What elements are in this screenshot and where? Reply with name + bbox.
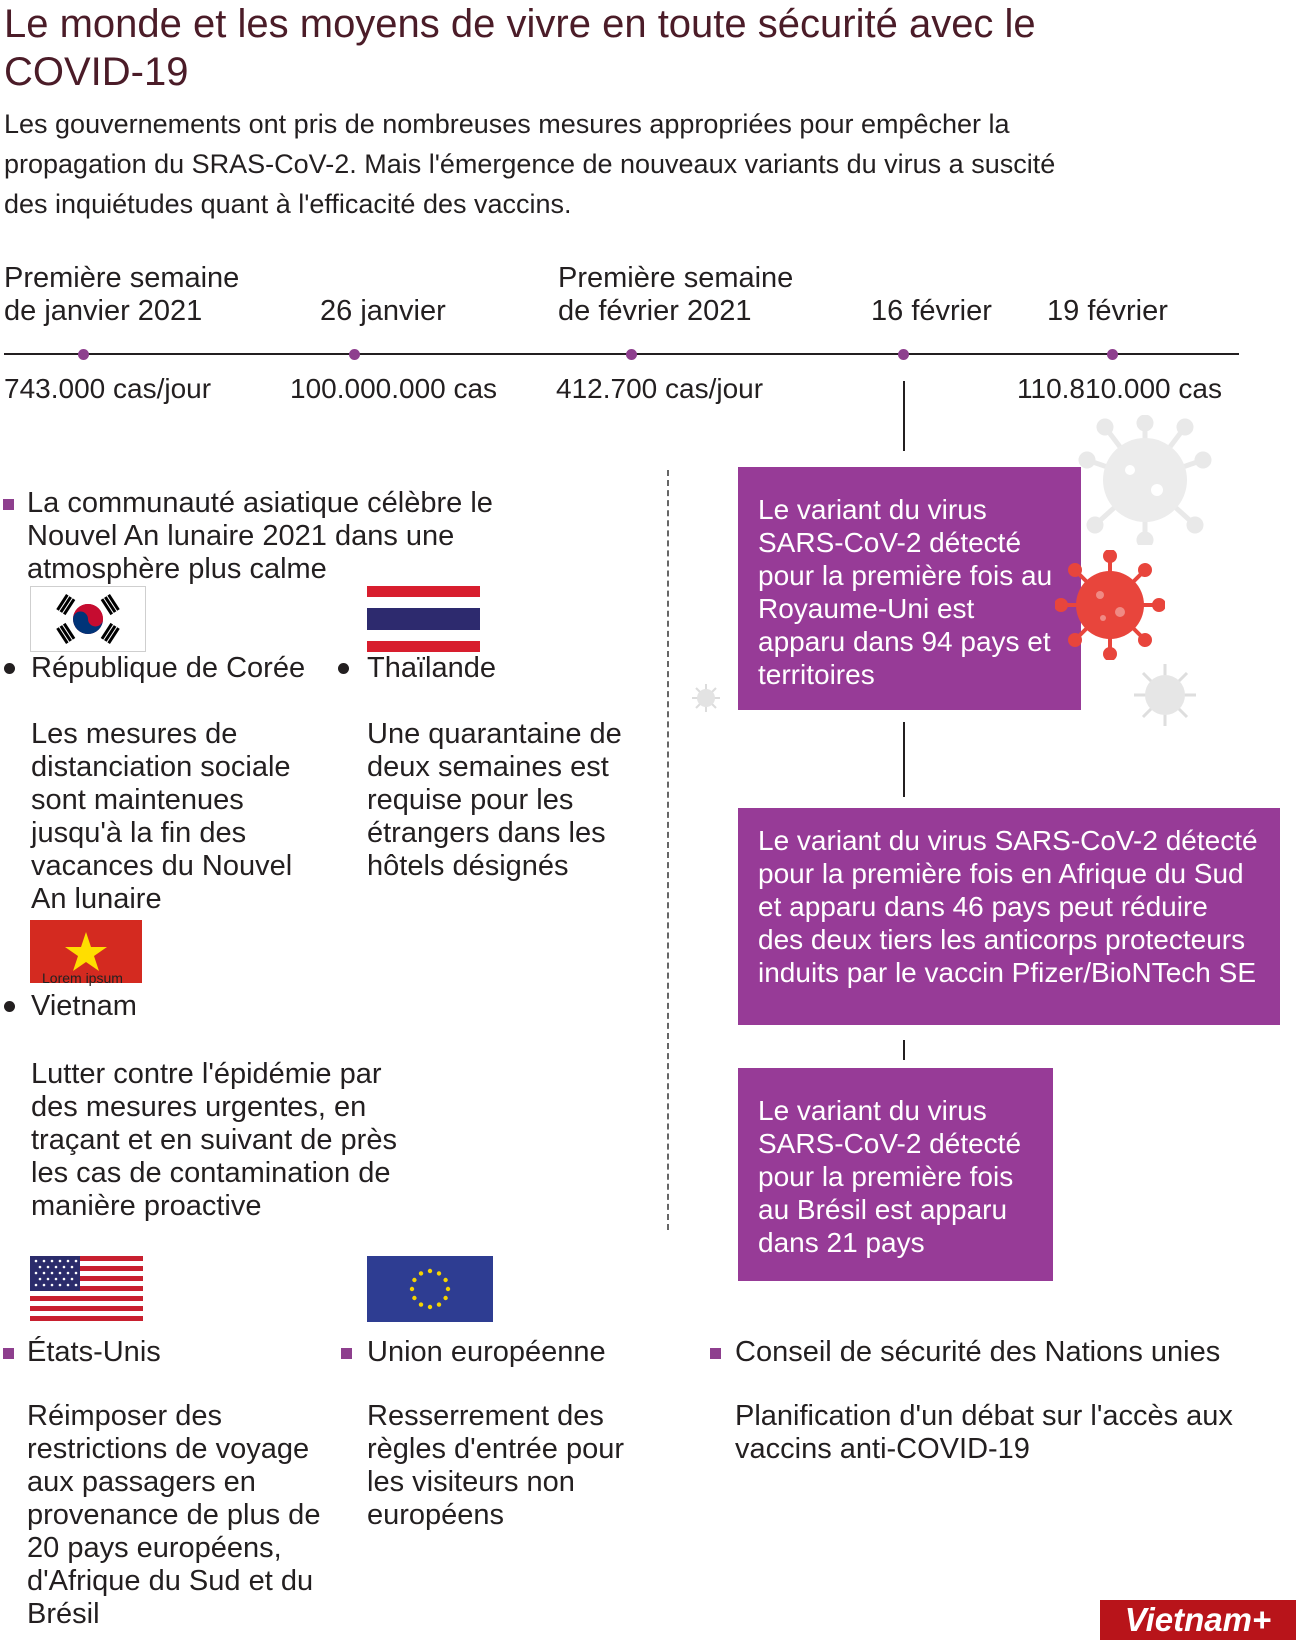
bullet-square [341, 1348, 352, 1359]
timeline-dot [78, 349, 89, 360]
connector-line [903, 1040, 905, 1060]
timeline-value-5: 110.810.000 cas [1017, 373, 1222, 404]
korea-text: Les mesures de distanciation sociale sont maintenues jusqu'à la fin des vacances du Nouvel An lunaire [31, 718, 293, 915]
timeline-dot [626, 349, 637, 360]
connector-line [903, 381, 905, 451]
timeline-date-3: Première semaine de février 2021 [558, 262, 794, 327]
page-title: Le monde et les moyens de vivre en toute sécurité avec le COVID-19 [4, 2, 1036, 94]
vietnamplus-logo: Vietnam+ [1100, 1600, 1296, 1640]
usa-name: États-Unis [27, 1336, 161, 1368]
usa-flag [30, 1256, 143, 1321]
timeline-dot [1107, 349, 1118, 360]
eu-name: Union européenne [367, 1336, 606, 1368]
thailand-flag [367, 586, 480, 652]
bullet-dot [4, 1001, 15, 1012]
asia-heading: La communauté asiatique célèbre le Nouvel An lunaire 2021 dans une atmosphère plus calme [27, 487, 493, 585]
eu-text: Resserrement des règles d'entrée pour les visiteurs non européens [367, 1400, 625, 1531]
usa-text: Réimposer des restrictions de voyage aux passagers en provenance de plus de 20 pays européens, d'Afrique du Sud et du Brésil [27, 1400, 321, 1630]
bullet-square [3, 1348, 14, 1359]
variant-box-uk: Le variant du virus SARS-CoV-2 détecté pour la première fois au Royaume-Uni est apparu dans 94 pays et territoires [738, 467, 1081, 710]
timeline-value-2: 100.000.000 cas [290, 373, 498, 404]
intro-text: Les gouvernements ont pris de nombreuses mesures appropriées pour empêcher la propagation du SRAS-CoV-2. Mais l'émergence de nouveaux variants du virus a suscité des inquiétudes quant à l'efficacité des vaccins. [4, 109, 1056, 219]
unsc-text: Planification d'un débat sur l'accès aux vaccins anti-COVID-19 [735, 1400, 1233, 1465]
timeline-value-1: 743.000 cas/jour [4, 373, 212, 404]
korea-name: République de Corée [31, 652, 306, 684]
timeline-date-1: Première semaine de janvier 2021 [4, 262, 240, 327]
variant-box-south-africa: Le variant du virus SARS-CoV-2 détecté pour la première fois en Afrique du Sud et apparu dans 46 pays peut réduire des deux tiers les anticorps protecteurs induits par le vaccin Pfizer/BioNTech SE [738, 808, 1280, 1025]
vietnam-flag-caption: Lorem ipsum [42, 970, 123, 986]
unsc-name: Conseil de sécurité des Nations unies [735, 1336, 1221, 1368]
thailand-text: Une quarantaine de deux semaines est requise pour les étrangers dans les hôtels désignés [367, 718, 622, 882]
bullet-square [710, 1348, 721, 1359]
bullet-dot [4, 663, 15, 674]
thailand-name: Thaïlande [367, 652, 496, 684]
korea-flag [30, 586, 146, 652]
bullet-dot [338, 663, 349, 674]
column-divider [667, 470, 669, 1230]
bullet-square [3, 499, 14, 510]
vietnam-text: Lutter contre l'épidémie par des mesures urgentes, en traçant et en suivant de près les cas de contamination de manière proactive [31, 1058, 397, 1222]
timeline-date-4: 16 février [871, 295, 992, 327]
timeline-dot [349, 349, 360, 360]
connector-line [903, 722, 905, 797]
timeline-date-5: 19 février [1047, 295, 1168, 327]
timeline-date-2: 26 janvier [320, 295, 446, 327]
timeline-value-3: 412.700 cas/jour [556, 373, 764, 404]
timeline-dot [898, 349, 909, 360]
vietnam-flag [30, 920, 142, 986]
virus-icon [1055, 550, 1165, 660]
virus-icon [690, 682, 722, 714]
variant-box-brazil: Le variant du virus SARS-CoV-2 détecté pour la première fois au Brésil est apparu dans 21 pays [738, 1068, 1053, 1281]
timeline-axis [4, 353, 1239, 355]
eu-flag [367, 1256, 493, 1322]
virus-icon [1075, 415, 1215, 545]
virus-icon [1130, 660, 1200, 730]
vietnam-name: Vietnam [31, 990, 137, 1022]
